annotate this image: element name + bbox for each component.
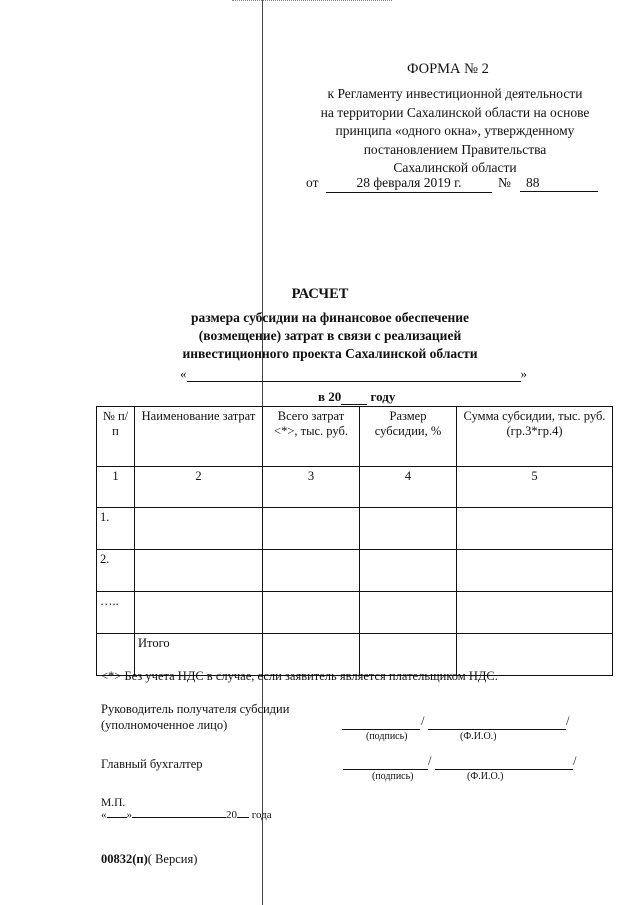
accountant-name-line [435, 768, 573, 770]
table-cell [135, 592, 263, 634]
column-header: Наименование затрат [135, 407, 263, 467]
table-cell [360, 508, 457, 550]
month-blank [132, 807, 226, 818]
year-prefix: в 20 [318, 389, 342, 404]
table-row [97, 592, 613, 634]
regulation-reference [300, 85, 610, 178]
table-cell: ….. [97, 592, 135, 634]
subtitle-line: размера субсидии на финансовое обеспечение [190, 310, 470, 325]
head-name-slash: / [566, 714, 570, 728]
column-number: 3 [263, 467, 360, 508]
document-version [101, 852, 197, 867]
table-cell [360, 592, 457, 634]
scan-artifact-dots [232, 0, 392, 3]
year-blank [237, 807, 249, 818]
table-cell [457, 550, 613, 592]
column-number: 2 [135, 467, 263, 508]
table-cell [360, 550, 457, 592]
quote-open: « [180, 366, 187, 381]
head-label-line: Руководитель получателя субсидии [101, 702, 290, 716]
head-signature-line [342, 728, 420, 730]
header-line: к Регламенту инвестиционной деятельности [327, 86, 583, 101]
header-line: Сахалинской области [393, 160, 517, 175]
date-year-prefix: 20 [226, 809, 237, 821]
form-title: ФОРМА № 2 [407, 61, 489, 77]
accountant-signature-caption: (подпись) [372, 771, 414, 782]
document-subtitle [150, 309, 510, 363]
table-row [97, 550, 613, 592]
quote-close: » [520, 366, 527, 381]
version-label: ( Версия) [147, 852, 198, 866]
year-line [318, 389, 395, 405]
column-header: Сумма субсидии, тыс. руб. (гр.3*гр.4) [457, 407, 613, 467]
year-suffix: году [370, 389, 396, 404]
subtitle-line: (возмещение) затрат в связи с реализацией [198, 328, 462, 343]
head-label-line: (уполномоченное лицо) [101, 718, 228, 732]
column-header: Размер субсидии, % [360, 407, 457, 467]
project-name-line [180, 366, 527, 382]
table-row [97, 508, 613, 550]
column-header: Всего затрат <*>, тыс. руб. [263, 407, 360, 467]
date-quote-open: « [101, 809, 107, 821]
table-cell [135, 508, 263, 550]
document-title: РАСЧЕТ [291, 286, 349, 302]
head-name-caption: (Ф.И.О.) [460, 731, 497, 742]
table-cell [135, 550, 263, 592]
column-number: 5 [457, 467, 613, 508]
table-cell [457, 508, 613, 550]
head-signature-caption: (подпись) [366, 731, 408, 742]
accountant-signature-slash: / [428, 754, 432, 768]
number-prefix: № [498, 175, 511, 190]
head-signature-label [101, 701, 289, 733]
subsidy-table [96, 406, 613, 676]
date-prefix: от [306, 175, 319, 190]
table-cell [457, 592, 613, 634]
table-cell [263, 508, 360, 550]
accountant-signature-line [343, 768, 428, 770]
subtitle-line: инвестиционного проекта Сахалинской области [182, 346, 478, 361]
accountant-signature-label: Главный бухгалтер [101, 757, 203, 771]
day-blank [107, 807, 127, 818]
table-cell: Итого [135, 634, 263, 676]
decree-date: 28 февраля 2019 г. [326, 175, 492, 193]
project-name-blank [187, 367, 521, 382]
head-signature-slash: / [421, 714, 425, 728]
header-line: на территории Сахалинской области на основе [320, 104, 590, 120]
head-name-line [428, 728, 566, 730]
accountant-name-caption: (Ф.И.О.) [467, 771, 504, 782]
header-line: принципа «одного окна», утвержденному [335, 123, 575, 138]
table-cell: 1. [97, 508, 135, 550]
year-blank [341, 392, 367, 405]
document-code: 00832(п) [101, 852, 148, 866]
accountant-name-slash: / [573, 754, 577, 768]
signing-date-line [101, 807, 272, 821]
column-header: № п/п [97, 407, 135, 467]
header-line: постановлением Правительства [363, 141, 547, 157]
column-number: 1 [97, 467, 135, 508]
decree-number: 88 [520, 175, 598, 192]
date-year-suffix: года [251, 809, 272, 821]
column-number: 4 [360, 467, 457, 508]
table-header-row [97, 407, 613, 467]
table-cell [263, 592, 360, 634]
column-number-row [97, 467, 613, 508]
date-quote-close: » [126, 809, 132, 821]
footnote: <*> Без учета НДС в случае, если заявитель является плательщиком НДС. [101, 669, 498, 683]
stamp-place: М.П. [101, 797, 126, 809]
table-cell: 2. [97, 550, 135, 592]
table-cell [263, 550, 360, 592]
